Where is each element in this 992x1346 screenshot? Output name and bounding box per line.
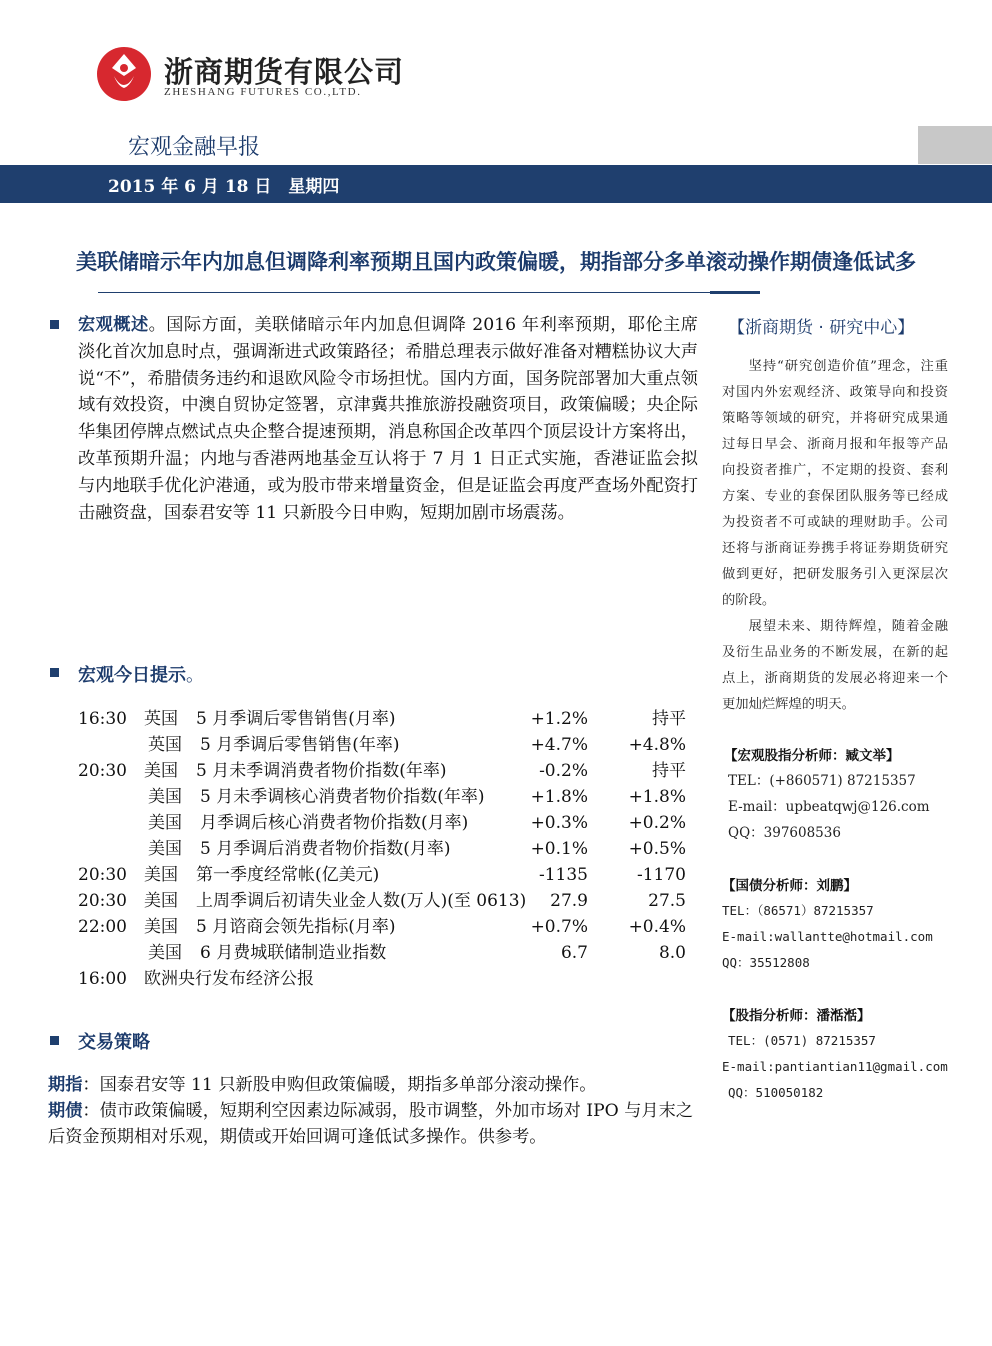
calendar-item: 月季调后核心消费者物价指数(月率)	[200, 813, 469, 833]
calendar-item: 5 月未季调消费者物价指数(年率)	[196, 761, 447, 781]
calendar-item: 5 月谘商会领先指标(月率)	[196, 917, 396, 937]
analyst-card	[724, 744, 930, 846]
headline-rule	[98, 292, 710, 293]
headline-rule-accent	[710, 291, 760, 294]
sidebar-intro-p2: 展望未来、期待辉煌，随着金融及衍生品业务的不断发展，在新的起点上，浙商期货的发展必将迎来一个更加灿烂辉煌的明天。	[722, 619, 948, 712]
bullet-icon	[50, 668, 59, 677]
calendar-item: 上周季调后初请失业金人数(万人)(至 0613)	[196, 891, 527, 911]
sidebar-intro-p1: 坚持“研究创造价值”理念，注重对国内外宏观经济、政策导向和投资策略等领域的研究，并将研究成果通过每日早会、浙商月报和年报等产品向投资者推广，不定期的投资、套利方案、专业的套保团队服务等已经成为投资者不可或缺的理财助手。公司还将与浙商证券携手将证券期货研究做到更好，把研发服务引入更深层次的阶段。	[722, 359, 948, 608]
calendar-previous: +0.2%	[628, 813, 686, 833]
overview-text: 。国际方面，美联储暗示年内加息但调降 2016 年利率预期，耶伦主席淡化首次加息时点，强调渐进式政策路径；希腊总理表示做好准备对糟糕协议大声说“不”，希腊债务违约和退欧风险令市场担忧。国内方面，国务院部署加大重点领域有效投资，中澳自贸协定签署，京津冀共推旅游投融资项目，政策偏暖；央企际华集团停牌点燃试点央企整合提速预期，消息称国企改革四个顶层设计方案将出，改革预期升温；内地与香港两地基金互认将于 7 月 1 日正式实施，香港证监会拟与内地联手优化沪港通，或为股市带来增量资金，但是证监会再度严查场外配资打击融资盘，国泰君安等 11 只新股今日申购，短期加剧市场震荡。	[78, 315, 698, 523]
calendar-previous: +1.8%	[628, 787, 686, 807]
company-logo	[96, 46, 152, 102]
calendar-forecast: +0.1%	[530, 839, 588, 859]
calendar-country: 美国	[144, 865, 178, 885]
calendar-item: 欧洲央行发布经济公报	[144, 969, 314, 989]
calendar-heading: 宏观今日提示。	[78, 665, 204, 686]
report-title: 宏观金融早报	[128, 135, 261, 160]
strategy-index-label: 期指	[48, 1075, 83, 1095]
calendar-previous: +4.8%	[628, 735, 686, 755]
strategy-index-text: ：国泰君安等 11 只新股申购但政策偏暖，期指多单部分滚动操作。	[82, 1075, 597, 1095]
calendar-country: 美国	[144, 761, 178, 781]
strategy-heading: 交易策略	[78, 1032, 150, 1053]
calendar-item: 6 月费城联储制造业指数	[200, 943, 387, 963]
analyst-heading: 【宏观股指分析师：臧文举】	[724, 748, 900, 764]
calendar-forecast: +0.3%	[530, 813, 588, 833]
calendar-country: 美国	[144, 891, 178, 911]
analyst-qq: QQ：510050182	[728, 1085, 824, 1100]
bullet-icon	[50, 320, 59, 329]
company-name-cn: 浙商期货有限公司	[164, 55, 405, 89]
strategy-bond-label: 期债	[48, 1101, 83, 1121]
strategy-index	[48, 1072, 708, 1098]
calendar-item: 5 月季调后消费者物价指数(月率)	[200, 839, 451, 859]
calendar-forecast: +1.8%	[530, 787, 588, 807]
analyst-tel: TEL：（86571）87215357	[722, 903, 874, 918]
calendar-time: 20:30	[78, 761, 127, 781]
calendar-country: 美国	[148, 943, 182, 963]
analyst-tel: TEL：(0571) 87215357	[728, 1033, 876, 1048]
calendar-previous: -1170	[636, 865, 686, 885]
calendar-previous: +0.4%	[628, 917, 686, 937]
calendar-item: 第一季度经常帐(亿美元)	[196, 865, 380, 885]
calendar-previous: 8.0	[658, 943, 686, 963]
calendar-time: 16:30	[78, 709, 127, 729]
calendar-time: 20:30	[78, 865, 127, 885]
calendar-item: 5 月季调后零售销售(月率)	[196, 709, 396, 729]
headline: 美联储暗示年内加息但调降利率预期且国内政策偏暖，期指部分多单滚动操作期债逢低试多	[76, 250, 916, 274]
analyst-email[interactable]: E-mail：upbeatqwj@126.com	[728, 799, 930, 815]
calendar-country: 美国	[144, 917, 178, 937]
strategy-bond	[48, 1098, 708, 1150]
bullet-icon	[50, 1036, 59, 1045]
analyst-qq: QQ：35512808	[722, 955, 810, 970]
analyst-tel: TEL：(+860571) 87215357	[728, 773, 916, 789]
calendar-country: 美国	[148, 787, 182, 807]
calendar-time: 20:30	[78, 891, 127, 911]
calendar-forecast: -0.2%	[539, 761, 588, 781]
calendar-forecast: 27.9	[550, 891, 588, 911]
calendar-previous: 27.5	[648, 891, 686, 911]
company-name-en: ZHESHANG FUTURES CO.,LTD.	[164, 86, 362, 98]
calendar-country: 英国	[148, 735, 182, 755]
report-date: 2015 年 6 月 18 日 星期四	[108, 177, 340, 197]
analyst-card	[722, 1004, 948, 1106]
calendar-time: 16:00	[78, 969, 127, 989]
analyst-card	[722, 874, 933, 976]
analyst-qq: QQ：397608536	[728, 825, 841, 841]
calendar-country: 英国	[144, 709, 178, 729]
calendar-previous: 持平	[652, 761, 686, 781]
calendar-forecast: +4.7%	[530, 735, 588, 755]
analyst-email[interactable]: E-mail:wallantte@hotmail.com	[722, 929, 933, 944]
analyst-heading: 【国债分析师：刘鹏】	[722, 878, 857, 894]
analyst-heading: 【股指分析师：潘湉湉】	[722, 1008, 871, 1024]
calendar-country: 美国	[148, 839, 182, 859]
sidebar-title: 【浙商期货 · 研究中心】	[728, 318, 915, 338]
calendar-forecast: -1135	[538, 865, 588, 885]
header-gray-tab	[918, 126, 992, 164]
calendar-previous: +0.5%	[628, 839, 686, 859]
calendar-time: 22:00	[78, 917, 127, 937]
sidebar-intro	[722, 354, 948, 718]
calendar-item: 5 月未季调核心消费者物价指数(年率)	[200, 787, 485, 807]
calendar-item: 5 月季调后零售销售(年率)	[200, 735, 400, 755]
calendar-forecast: +1.2%	[530, 709, 588, 729]
calendar-country: 美国	[148, 813, 182, 833]
analyst-email[interactable]: E-mail:pantiantian11@gmail.com	[722, 1059, 948, 1074]
calendar-forecast: 6.7	[560, 943, 588, 963]
calendar-forecast: +0.7%	[530, 917, 588, 937]
strategy-bond-text: ：债市政策偏暖，短期利空因素边际减弱，股市调整，外加市场对 IPO 与月末之后资金预期相对乐观，期债或开始回调可逢低试多操作。供参考。	[48, 1101, 693, 1147]
calendar-previous: 持平	[652, 709, 686, 729]
overview-heading: 宏观概述	[78, 315, 149, 335]
macro-overview	[78, 312, 698, 526]
